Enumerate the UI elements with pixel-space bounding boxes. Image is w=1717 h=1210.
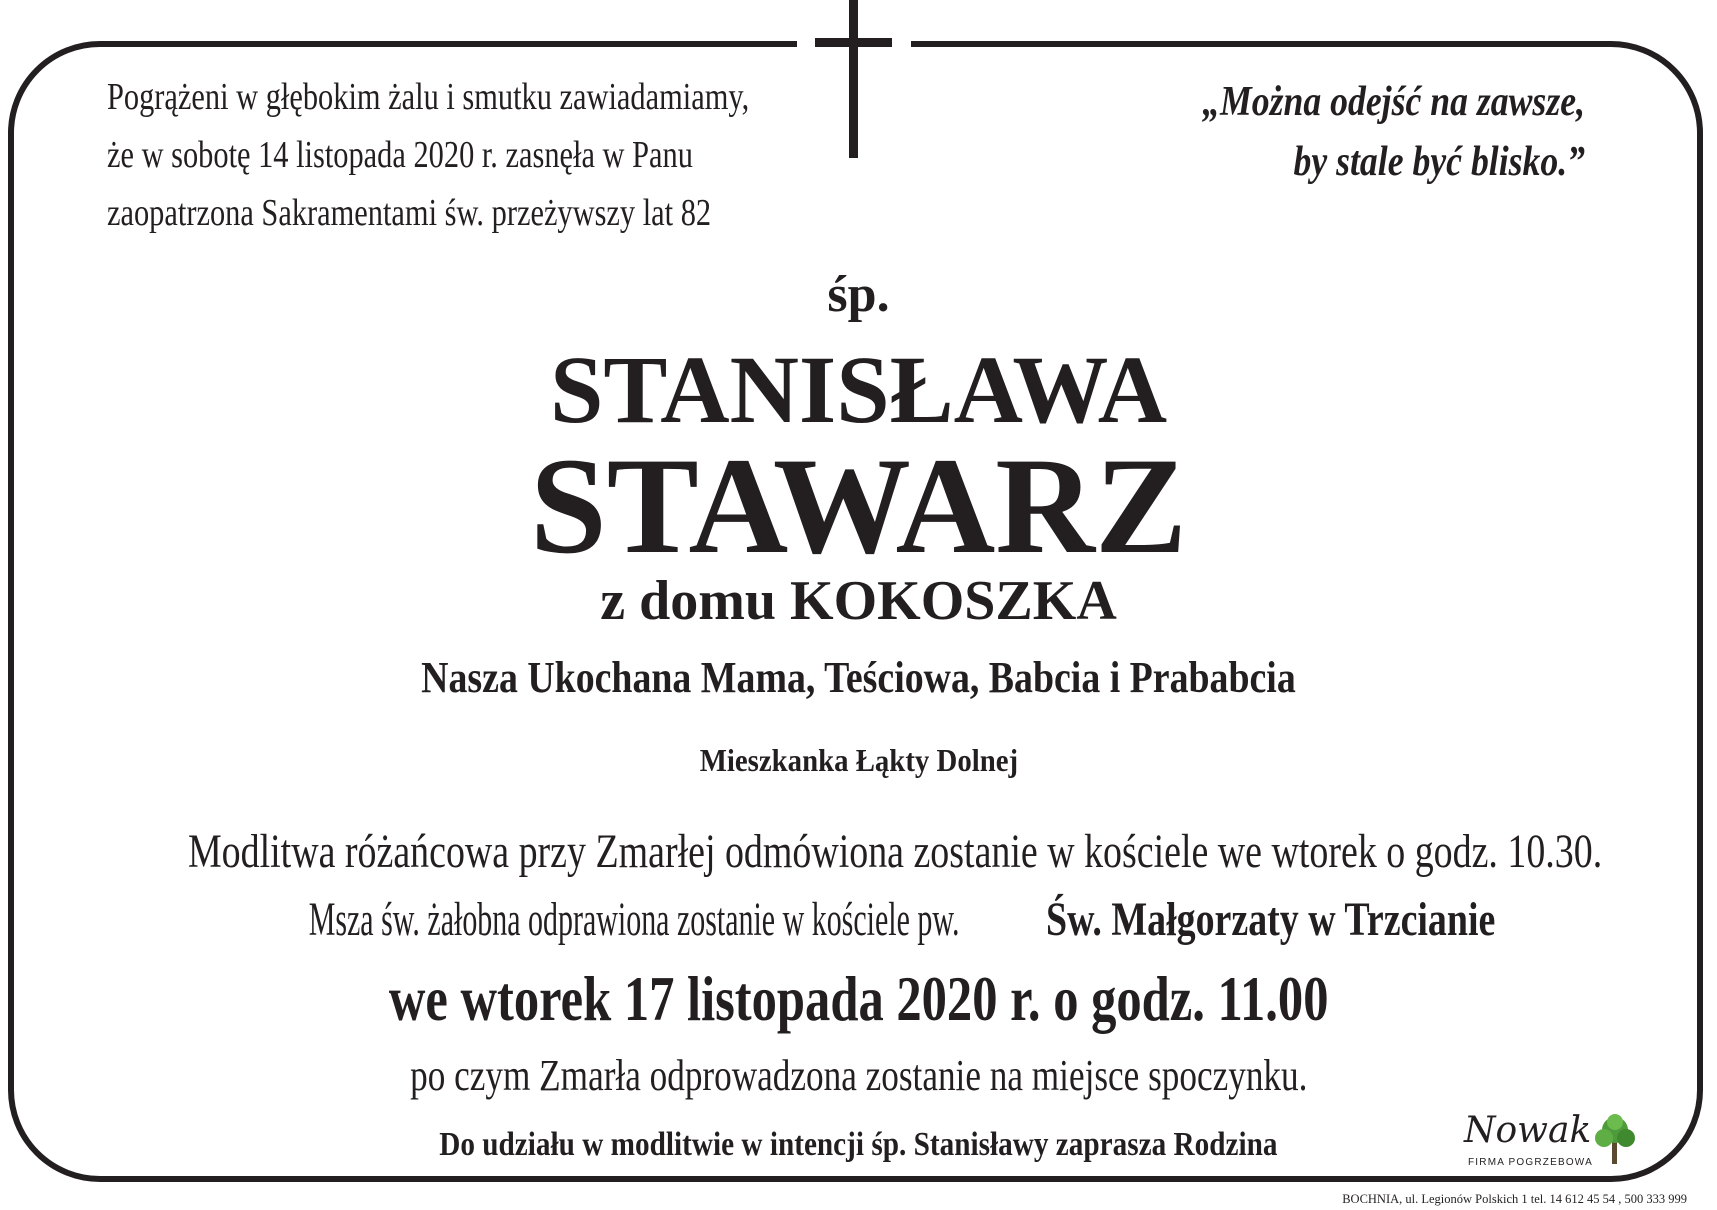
family-invitation xyxy=(0,1126,1717,1164)
funeral-home-address: BOCHNIA, ul. Legionów Polskich 1 tel. 14 612 45 54 , 500 333 999 xyxy=(1342,1192,1687,1206)
funeral-date-time xyxy=(0,962,1717,1036)
prayer-text: Modlitwa różańcowa przy Zmarłej odmówiona zostanie w kościele we wtorek o godz. 10.30. xyxy=(187,825,1603,878)
deceased-last-name: STAWARZ xyxy=(530,429,1187,582)
residence xyxy=(0,742,1717,779)
residence-text: Mieszkanka Łąkty Dolnej xyxy=(699,742,1018,778)
deceased-maiden-name: z domu KOKOSZKA xyxy=(600,570,1117,632)
cross-icon-bar xyxy=(815,38,892,47)
rosary-prayer-info xyxy=(0,824,1717,879)
intro-line: że w sobotę 14 listopada 2020 r. zasnęła w Panu xyxy=(107,134,693,176)
intro-line: Pogrążeni w głębokim żalu i smutku zawiadamiamy, xyxy=(107,76,750,118)
relation-text: Nasza Ukochana Mama, Teściowa, Babcia i Prababcia xyxy=(421,653,1296,702)
intro-line: zaopatrzona Sakramentami św. przeżywszy lat 82 xyxy=(107,192,712,234)
cross-icon xyxy=(849,0,858,158)
logo-subtitle: FIRMA POGRZEBOWA xyxy=(1468,1157,1593,1168)
burial-text: po czym Zmarła odprowadzona zostanie na miejsce spoczynku. xyxy=(409,1051,1308,1100)
burial-info xyxy=(0,1050,1717,1101)
funeral-home-logo xyxy=(1462,1110,1637,1172)
deceased-first-name: STANISŁAWA xyxy=(549,336,1168,443)
deceased-prefix: śp. xyxy=(827,266,890,323)
logo-name: Nowak xyxy=(1464,1110,1592,1151)
invitation-text: Do udziału w modlitwie w intencji śp. Stanisławy zaprasza Rodzina xyxy=(439,1126,1278,1163)
mass-church: Św. Małgorzaty w Trzcianie xyxy=(1045,893,1496,946)
mass-line xyxy=(222,892,1495,947)
quote-line: „Można odejść na zawsze, xyxy=(1202,79,1585,125)
family-relation xyxy=(0,652,1717,703)
announcement-intro xyxy=(107,68,750,242)
funeral-mass-info xyxy=(0,892,1717,947)
date-text: we wtorek 17 listopada 2020 r. o godz. 11.00 xyxy=(388,963,1329,1034)
tree-icon xyxy=(1592,1114,1638,1166)
quote-line: by stale być blisko.” xyxy=(1293,139,1585,185)
memorial-quote xyxy=(1075,72,1585,192)
mass-intro: Msza św. żałobna odprawiona zostanie w kościele pw. xyxy=(308,893,960,946)
